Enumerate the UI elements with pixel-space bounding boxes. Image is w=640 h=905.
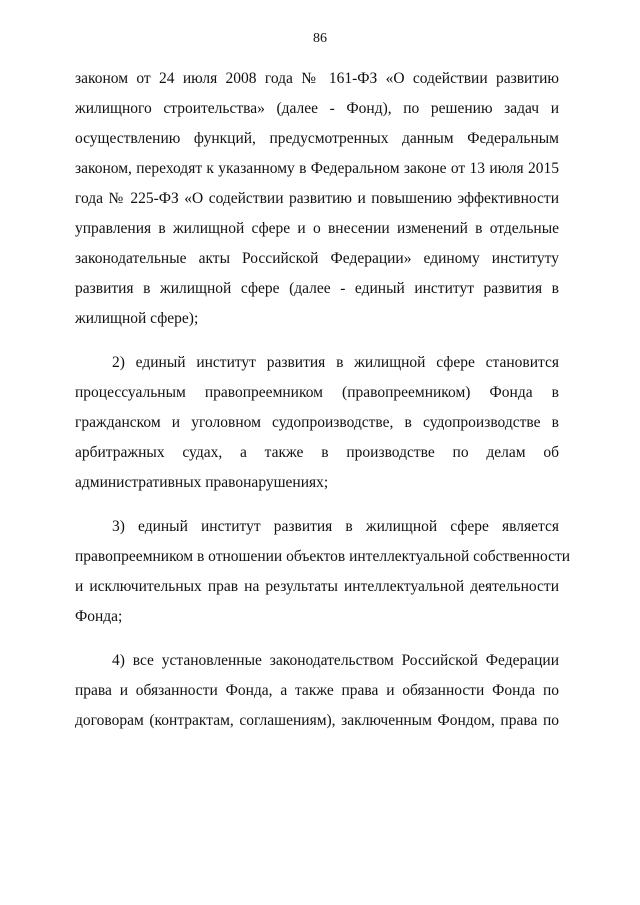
- text-line: 4) все установленные законодательством Российской Федерации: [112, 652, 559, 669]
- text-line: административных правонарушениях;: [75, 474, 329, 491]
- text-line: управления в жилищной сфере и о внесении изменений в отдельные: [75, 220, 559, 237]
- text-line: года № 225-ФЗ «О содействии развитию и повышению эффективности: [75, 190, 559, 207]
- text-line: 3) единый институт развития в жилищной сфере является: [112, 518, 559, 535]
- paragraph-4: [75, 646, 559, 736]
- text-line: правопреемником в отношении объектов интеллектуальной собственности: [75, 548, 571, 565]
- document-body: [75, 64, 571, 736]
- text-line: арбитражных судах, а также в производстве по делам об: [75, 444, 559, 461]
- text-line: права и обязанности Фонда, а также права и обязанности Фонда по: [75, 682, 559, 699]
- text-line: гражданском и уголовном судопроизводстве, в судопроизводстве в: [75, 414, 559, 431]
- paragraph-2: [75, 348, 559, 498]
- paragraph-1: [75, 64, 559, 334]
- paragraph-3: [75, 512, 571, 632]
- page-number: 86: [313, 31, 327, 46]
- text-line: законодательные акты Российской Федерации» единому институту: [75, 250, 559, 267]
- text-line: процессуальным правопреемником (правопреемником) Фонда в: [75, 384, 559, 401]
- text-line: и исключительных прав на результаты интеллектуальной деятельности: [75, 578, 559, 595]
- text-line: жилищной сфере);: [75, 310, 199, 327]
- text-line: законом, переходят к указанному в Федеральном законе от 13 июля 2015: [75, 160, 559, 177]
- text-line: Фонда;: [75, 608, 123, 625]
- text-line: осуществлению функций, предусмотренных данным Федеральным: [75, 130, 559, 147]
- text-line: законом от 24 июля 2008 года № 161-ФЗ «О содействии развитию: [75, 70, 559, 87]
- text-line: жилищного строительства» (далее - Фонд), по решению задач и: [75, 100, 559, 117]
- text-line: 2) единый институт развития в жилищной сфере становится: [112, 354, 559, 371]
- text-line: развития в жилищной сфере (далее - единый институт развития в: [75, 280, 559, 297]
- text-line: договорам (контрактам, соглашениям), заключенным Фондом, права по: [75, 712, 559, 729]
